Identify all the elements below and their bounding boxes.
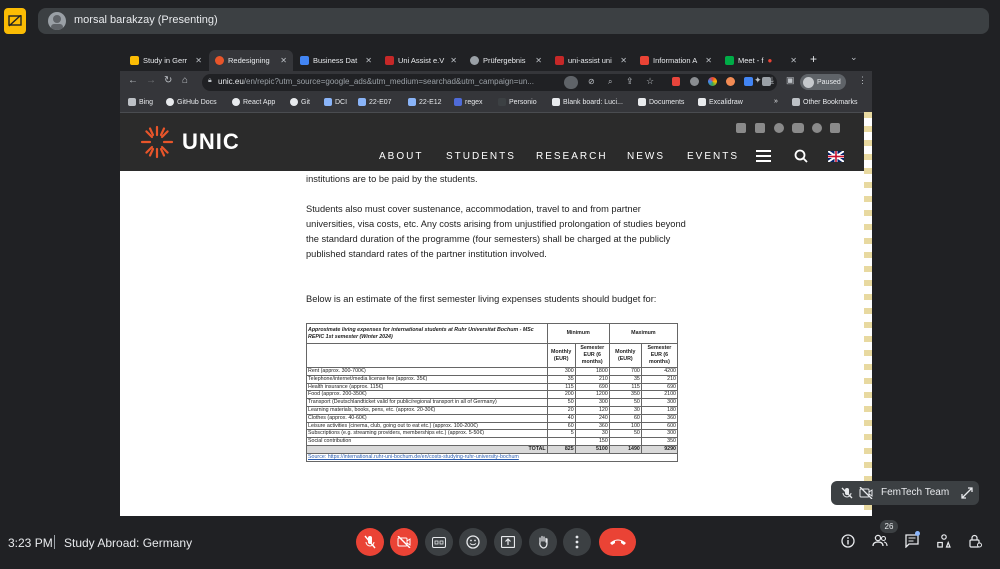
table-cell: 1490 bbox=[609, 445, 641, 453]
table-row bbox=[307, 438, 678, 446]
lucid-icon bbox=[638, 98, 646, 106]
url-path: /en/repic?utm_source=google_ads&utm_medium=searchad&utm_campaign=un... bbox=[243, 77, 534, 86]
eye-off-icon[interactable]: ⊘ bbox=[588, 77, 595, 86]
table-cell: 4200 bbox=[641, 368, 677, 376]
bookmark-label: Blank board: Luci... bbox=[563, 98, 623, 106]
table-cell: 600 bbox=[641, 422, 677, 430]
download-icon[interactable]: ⤓ bbox=[770, 75, 774, 85]
forward-icon[interactable]: → bbox=[146, 75, 156, 86]
table-row bbox=[307, 383, 678, 391]
minimum-header: Minimum bbox=[547, 324, 609, 344]
table-cell: 300 bbox=[547, 368, 575, 376]
unic-favicon-icon bbox=[215, 56, 224, 65]
bookmark-label: DCI bbox=[335, 98, 348, 106]
hand-icon bbox=[537, 535, 549, 549]
back-icon[interactable]: ← bbox=[128, 75, 138, 86]
table-cell: 700 bbox=[609, 368, 641, 376]
tab-pruefergebnis[interactable] bbox=[464, 50, 548, 71]
table-cell: 1800 bbox=[575, 368, 609, 376]
uni-assist-favicon-icon bbox=[555, 56, 564, 65]
table-cell: 120 bbox=[575, 406, 609, 414]
captions-icon bbox=[432, 537, 446, 548]
table-cell: 115 bbox=[547, 383, 575, 391]
page-content bbox=[120, 171, 872, 516]
hang-up-icon bbox=[609, 538, 627, 546]
table-cell: 240 bbox=[575, 414, 609, 422]
participant-tile-femtech[interactable] bbox=[831, 481, 979, 505]
globe-favicon-icon bbox=[470, 56, 479, 65]
table-cell: 9290 bbox=[641, 445, 677, 453]
meet-favicon-icon bbox=[725, 56, 734, 65]
total-row bbox=[307, 445, 678, 453]
table-row bbox=[307, 399, 678, 407]
table-cell: 350 bbox=[641, 438, 677, 446]
table-row bbox=[307, 375, 678, 383]
tab-redesigning[interactable] bbox=[209, 50, 293, 71]
mic-toggle-button[interactable] bbox=[356, 528, 384, 556]
extension-icon[interactable] bbox=[672, 77, 680, 86]
people-icon[interactable] bbox=[872, 534, 888, 548]
table-cell: 2100 bbox=[641, 391, 677, 399]
close-icon[interactable]: ✕ bbox=[280, 56, 287, 65]
mic-off-icon bbox=[841, 487, 853, 499]
mail-icon[interactable] bbox=[736, 123, 746, 133]
bookmark-label: » bbox=[774, 98, 778, 105]
nav-news[interactable]: NEWS bbox=[627, 151, 665, 162]
gmail-favicon-icon bbox=[640, 56, 649, 65]
bookmark-label: Documents bbox=[649, 98, 685, 106]
kebab-menu-icon[interactable]: ⋮ bbox=[858, 75, 867, 85]
excalidraw-icon bbox=[698, 98, 706, 106]
tab-label: Uni Assist e.V bbox=[398, 56, 445, 65]
expand-icon[interactable] bbox=[961, 487, 973, 499]
bookmark-label: 22-E07 bbox=[369, 98, 392, 106]
table-cell: 350 bbox=[609, 391, 641, 399]
table-cell: 20 bbox=[547, 406, 575, 414]
expense-item: Social contribution bbox=[307, 438, 548, 446]
bookmark-label: Other Bookmarks bbox=[803, 98, 858, 106]
personio-icon bbox=[498, 98, 506, 106]
table-cell: 60 bbox=[547, 422, 575, 430]
total-label: TOTAL bbox=[307, 445, 548, 453]
bookmark-22-e07[interactable] bbox=[358, 98, 392, 106]
paragraph-costs: Students also must cover sustenance, accommodation, travel to and from partner universities, visa costs, etc. Any costs arising from unjustified prolongation of studies beyond the standard duration of the programme (four semesters) shall be charged at the publicly published standard rates of the partner institution involved. bbox=[306, 204, 686, 259]
meeting-info-icon[interactable] bbox=[841, 534, 855, 548]
profile-button[interactable] bbox=[800, 74, 846, 90]
table-cell: 40 bbox=[547, 414, 575, 422]
table-cell: 35 bbox=[547, 375, 575, 383]
table-row bbox=[307, 406, 678, 414]
linkedin-icon[interactable] bbox=[755, 123, 765, 133]
folder-icon bbox=[324, 98, 332, 106]
background-window-edge bbox=[864, 112, 872, 516]
side-panel-icon[interactable]: ▣ bbox=[786, 75, 795, 85]
divider bbox=[54, 535, 55, 549]
translate-extension-icon[interactable] bbox=[744, 77, 753, 86]
table-cell: 360 bbox=[575, 422, 609, 430]
bing-icon bbox=[128, 98, 136, 106]
nav-students[interactable]: STUDENTS bbox=[446, 151, 516, 162]
expense-item: Health insurance (approx. 115€) bbox=[307, 383, 548, 391]
table-cell: 360 bbox=[641, 414, 677, 422]
mic-off-icon bbox=[364, 535, 376, 549]
github-icon bbox=[166, 98, 174, 106]
gmail-favicon-icon bbox=[130, 56, 139, 65]
expense-item: Rent (approx. 300-700€) bbox=[307, 368, 548, 376]
table-row bbox=[307, 368, 678, 376]
table-cell bbox=[547, 438, 575, 446]
tab-business-data[interactable] bbox=[294, 50, 378, 71]
chat-icon[interactable] bbox=[905, 534, 919, 548]
extension-icon[interactable] bbox=[690, 77, 699, 86]
instagram-icon[interactable] bbox=[830, 123, 840, 133]
nav-research[interactable]: RESEARCH bbox=[536, 151, 608, 162]
table-cell: 115 bbox=[609, 383, 641, 391]
paragraph-estimate-intro: Below is an estimate of the first semester living expenses students should budget for: bbox=[306, 294, 657, 304]
tab-label: Prüfergebnis bbox=[483, 56, 526, 65]
source-row bbox=[307, 453, 678, 461]
tab-label: Meet - f bbox=[738, 56, 764, 65]
tab-label: uni-assist uni bbox=[568, 56, 612, 65]
table-cell: 200 bbox=[547, 391, 575, 399]
camera-toggle-button[interactable] bbox=[390, 528, 418, 556]
table-cell: 690 bbox=[641, 383, 677, 391]
participant-count-badge: 26 bbox=[880, 520, 898, 533]
captions-button[interactable] bbox=[425, 528, 453, 556]
regex-icon bbox=[454, 98, 462, 106]
bookmark-other[interactable] bbox=[792, 98, 857, 106]
table-cell: 300 bbox=[641, 430, 677, 438]
kebab-menu-icon bbox=[575, 535, 579, 549]
bookmarks-overflow-button[interactable] bbox=[774, 98, 778, 105]
bookmark-git[interactable] bbox=[290, 98, 310, 106]
globe-icon bbox=[232, 98, 240, 106]
puzzle-extensions-icon[interactable]: ✦ bbox=[754, 75, 762, 85]
meeting-title: Study Abroad: Germany bbox=[64, 536, 193, 550]
expense-item: Telephone/internet/media license fee (approx. 35€) bbox=[307, 375, 548, 383]
bookmark-personio[interactable] bbox=[498, 98, 537, 106]
host-controls-lock-icon[interactable] bbox=[969, 534, 982, 548]
docs-favicon-icon bbox=[300, 56, 309, 65]
address-bar[interactable] bbox=[202, 74, 777, 91]
meet-control-bar bbox=[0, 520, 1000, 569]
zoom-icon[interactable]: ⌕ bbox=[608, 77, 613, 86]
extension-icon[interactable] bbox=[726, 77, 735, 86]
camera-off-icon bbox=[397, 536, 411, 548]
living-expenses-table bbox=[306, 323, 678, 462]
bookmark-react-app[interactable] bbox=[232, 98, 275, 106]
lucid-icon bbox=[552, 98, 560, 106]
expense-item: Food (approx. 200-350€) bbox=[307, 391, 548, 399]
hamburger-menu-icon[interactable] bbox=[756, 150, 771, 162]
more-options-button[interactable] bbox=[563, 528, 591, 556]
star-icon[interactable]: ☆ bbox=[646, 76, 655, 86]
present-screen-button[interactable] bbox=[494, 528, 522, 556]
table-cell bbox=[307, 344, 548, 368]
profile-avatar bbox=[803, 77, 814, 88]
camera-off-icon bbox=[859, 487, 873, 499]
github-icon bbox=[290, 98, 298, 106]
table-cell: 60 bbox=[609, 414, 641, 422]
color-wheel-extension-icon[interactable] bbox=[708, 77, 717, 86]
chat-notification-dot bbox=[915, 531, 920, 536]
present-icon bbox=[501, 536, 515, 548]
close-icon[interactable]: ✕ bbox=[535, 56, 542, 65]
table-row bbox=[307, 422, 678, 430]
source-link[interactable]: Source: https://international.ruhr-uni-bochum.de/en/costs-studying-ruhr-university-bochum bbox=[307, 453, 678, 461]
uni-assist-favicon-icon bbox=[385, 56, 394, 65]
table-cell: 30 bbox=[609, 406, 641, 414]
table-cell: 30 bbox=[575, 430, 609, 438]
column-header: Monthly (EUR) bbox=[547, 344, 575, 368]
tab-label: Information A bbox=[653, 56, 698, 65]
activities-icon[interactable] bbox=[937, 534, 951, 548]
bookmark-label: React App bbox=[243, 98, 276, 106]
table-cell: 1200 bbox=[575, 391, 609, 399]
participant-name: FemTech Team bbox=[881, 487, 950, 498]
expense-item: Transport (Deutschlandticket valid for public/regional transport in all of Germany) bbox=[307, 399, 548, 407]
url-host: unic.eu bbox=[218, 77, 244, 86]
lock-icon: 🔒︎ bbox=[208, 77, 212, 84]
table-cell: 50 bbox=[609, 399, 641, 407]
chevron-down-icon[interactable]: ⌄ bbox=[850, 52, 858, 62]
browser-tab-strip bbox=[120, 46, 872, 71]
site-logo[interactable]: UNIC bbox=[182, 129, 240, 154]
presenting-icon[interactable] bbox=[4, 8, 26, 34]
table-cell: 210 bbox=[575, 375, 609, 383]
share-icon[interactable]: ⇪ bbox=[626, 76, 634, 86]
search-icon[interactable] bbox=[794, 149, 808, 163]
table-cell: 210 bbox=[641, 375, 677, 383]
facebook-icon[interactable] bbox=[812, 123, 822, 133]
bookmark-documents[interactable] bbox=[638, 98, 684, 106]
expense-item: Clothes (approx. 40-60€) bbox=[307, 414, 548, 422]
table-cell: 35 bbox=[609, 375, 641, 383]
bookmark-22-e12[interactable] bbox=[408, 98, 442, 106]
close-icon[interactable]: ✕ bbox=[705, 56, 712, 65]
nav-about[interactable]: ABOUT bbox=[379, 151, 424, 162]
table-cell: 180 bbox=[641, 406, 677, 414]
close-icon[interactable]: ✕ bbox=[450, 56, 457, 65]
youtube-icon[interactable] bbox=[792, 123, 804, 133]
folder-icon bbox=[358, 98, 366, 106]
close-icon[interactable]: ✕ bbox=[620, 56, 627, 65]
table-cell: 690 bbox=[575, 383, 609, 391]
table-cell: 300 bbox=[641, 399, 677, 407]
nav-events[interactable]: EVENTS bbox=[687, 151, 740, 162]
close-icon[interactable]: ✕ bbox=[195, 56, 202, 65]
tab-meet[interactable] bbox=[719, 50, 803, 71]
site-header bbox=[120, 113, 872, 171]
table-caption: Approximate living expenses for international students at Ruhr Universitat Bochum - MSc REPIC 1st semester (Winter 2024) bbox=[307, 324, 548, 344]
bookmark-label: 22-E12 bbox=[419, 98, 442, 106]
reactions-button[interactable] bbox=[459, 528, 487, 556]
close-icon[interactable]: ✕ bbox=[790, 56, 797, 65]
tab-label: Study in Gerr bbox=[143, 56, 188, 65]
bookmark-regex[interactable] bbox=[454, 98, 483, 106]
avatar bbox=[48, 12, 66, 30]
meet-top-bar bbox=[0, 0, 1000, 44]
table-cell: 300 bbox=[575, 399, 609, 407]
bookmarks-bar bbox=[120, 93, 872, 113]
presenter-banner bbox=[38, 8, 989, 34]
bookmark-label: Git bbox=[301, 98, 310, 106]
table-cell: 150 bbox=[575, 438, 609, 446]
tab-label: Business Dat bbox=[313, 56, 358, 65]
url-text bbox=[218, 77, 548, 86]
leave-call-button[interactable] bbox=[599, 528, 636, 556]
table-cell: 5100 bbox=[575, 445, 609, 453]
shared-screen bbox=[120, 46, 872, 516]
tab-uni-assist[interactable] bbox=[379, 50, 463, 71]
clock: 3:23 PM bbox=[8, 536, 53, 550]
bookmark-label: Excalidraw bbox=[709, 98, 743, 106]
expense-item: Learning materials, books, pens, etc. (approx. 20-30€) bbox=[307, 406, 548, 414]
bookmark-excalidraw[interactable] bbox=[698, 98, 743, 106]
table-cell: 100 bbox=[609, 422, 641, 430]
twitter-icon[interactable] bbox=[774, 123, 784, 133]
recording-dot-icon: ● bbox=[767, 56, 773, 65]
close-icon[interactable]: ✕ bbox=[365, 56, 372, 65]
column-header: Monthly (EUR) bbox=[609, 344, 641, 368]
page-action-icon[interactable] bbox=[564, 76, 578, 89]
emoji-icon bbox=[466, 535, 480, 549]
unic-logo-sunburst-icon[interactable] bbox=[140, 125, 174, 159]
browser-toolbar bbox=[120, 71, 872, 93]
raise-hand-button[interactable] bbox=[529, 528, 557, 556]
maximum-header: Maximum bbox=[609, 324, 677, 344]
bookmark-dci[interactable] bbox=[324, 98, 347, 106]
tab-label: Redesigning bbox=[228, 56, 270, 65]
table-row bbox=[307, 391, 678, 399]
column-header: Semester EUR (6 months) bbox=[641, 344, 677, 368]
paragraph-fees: institutions are to be paid by the students. bbox=[306, 174, 478, 184]
bookmark-github-docs[interactable] bbox=[166, 98, 217, 106]
folder-icon bbox=[792, 98, 800, 106]
profile-status: Paused bbox=[817, 78, 841, 86]
bookmark-label: GitHub Docs bbox=[177, 98, 217, 106]
presenter-name: morsal barakzay (Presenting) bbox=[74, 14, 218, 26]
bookmark-label: regex bbox=[465, 98, 483, 106]
bookmark-blank-board[interactable] bbox=[552, 98, 623, 106]
table-row bbox=[307, 430, 678, 438]
bookmark-bing[interactable] bbox=[128, 98, 153, 106]
folder-icon bbox=[408, 98, 416, 106]
tab-study-in-germany[interactable] bbox=[124, 50, 208, 71]
column-header: Semester EUR (6 months) bbox=[575, 344, 609, 368]
home-icon[interactable]: ⌂ bbox=[182, 75, 189, 86]
bookmark-label: Bing bbox=[139, 98, 154, 106]
table-cell: 825 bbox=[547, 445, 575, 453]
expense-item: Leisure activities (cinema, club, going out to eat etc.) (approx. 100-200€) bbox=[307, 422, 548, 430]
table-cell: 5 bbox=[547, 430, 575, 438]
table-cell: 50 bbox=[609, 430, 641, 438]
tab-uni-assist-2[interactable] bbox=[549, 50, 633, 71]
uk-flag-icon[interactable] bbox=[828, 151, 844, 162]
expense-item: Subscriptions (e.g. streaming providers, memberships etc.) (approx. 5-50€) bbox=[307, 430, 548, 438]
table-cell bbox=[609, 438, 641, 446]
new-tab-button[interactable]: + bbox=[810, 52, 818, 66]
bookmark-label: Personio bbox=[509, 98, 537, 106]
table-row bbox=[307, 414, 678, 422]
reload-icon[interactable]: ↻ bbox=[164, 75, 173, 86]
tab-information[interactable] bbox=[634, 50, 718, 71]
table-cell: 50 bbox=[547, 399, 575, 407]
